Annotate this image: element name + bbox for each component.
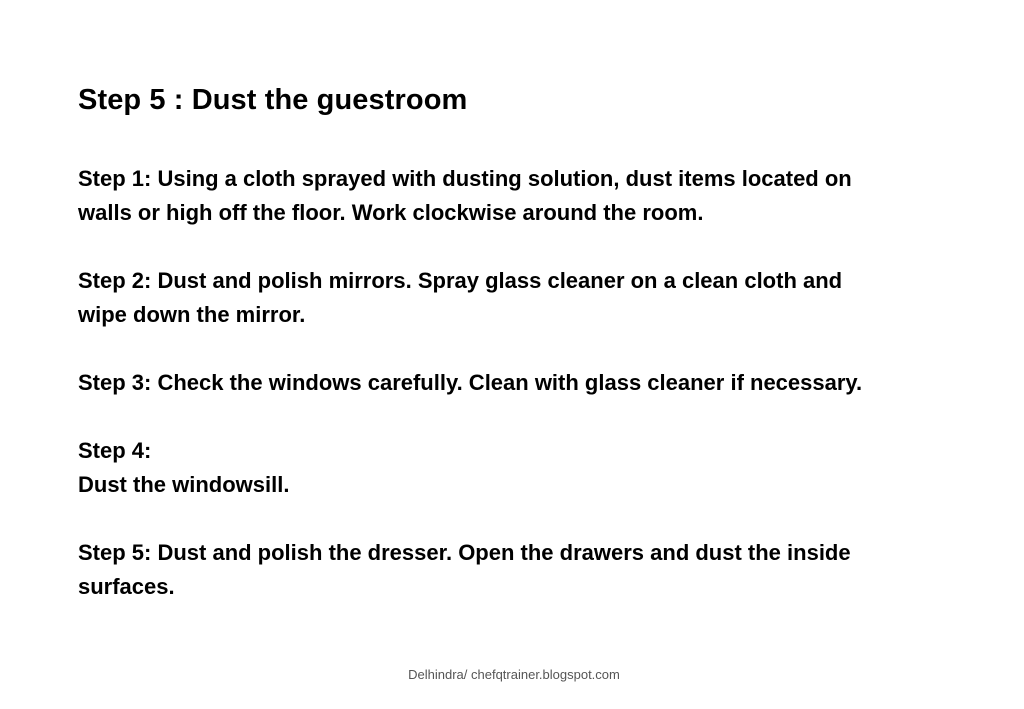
step-line: walls or high off the floor. Work clockwise around the room. [78, 200, 704, 225]
step-line: Step 5: Dust and polish the dresser. Open the drawers and dust the inside [78, 540, 851, 565]
step-line: surfaces. [78, 574, 175, 599]
step-line: Step 3: Check the windows carefully. Clean with glass cleaner if necessary. [78, 370, 863, 395]
slide-title: Step 5 : Dust the guestroom [78, 84, 468, 116]
step-line: Step 2: Dust and polish mirrors. Spray glass cleaner on a clean cloth and [78, 268, 843, 293]
step-item [78, 536, 978, 604]
step-item [78, 434, 978, 502]
step-line: Step 1: Using a cloth sprayed with dusting solution, dust items located on [78, 166, 852, 191]
step-line: wipe down the mirror. [78, 302, 306, 327]
step-line: Dust the windowsill. [78, 472, 290, 497]
steps-list [78, 162, 978, 638]
step-item [78, 264, 978, 332]
step-line: Step 4: [78, 438, 152, 463]
footer-credit: Delhindra/ chefqtrainer.blogspot.com [408, 667, 620, 682]
step-item [78, 162, 978, 230]
step-item [78, 366, 978, 400]
